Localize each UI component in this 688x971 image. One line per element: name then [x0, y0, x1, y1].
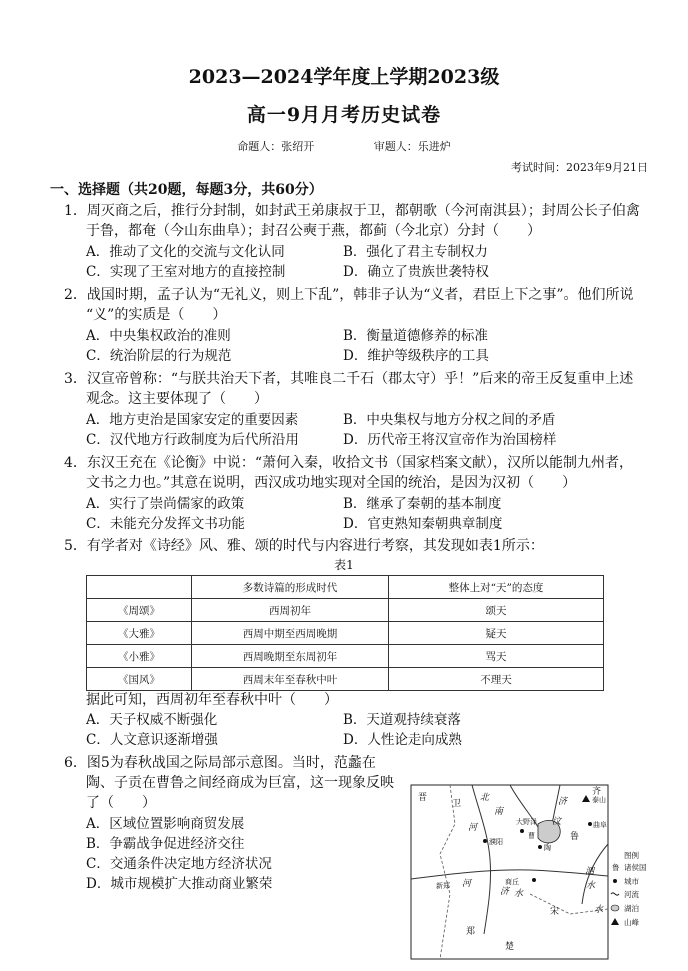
map-frame	[411, 785, 608, 959]
q5-stem-line2: 据此可知，西周初年至春秋中叶（ ）	[86, 692, 338, 708]
q4-option-d[interactable]: D．官吏熟知秦朝典章制度	[343, 516, 503, 532]
q5-option-d[interactable]: D．人性论走向成熟	[343, 732, 462, 748]
table-cell: 骂天	[389, 645, 604, 668]
city-dot	[588, 822, 592, 826]
table-cell: 《国风》	[87, 668, 192, 691]
q1-option-b[interactable]: B．强化了君主专制权力	[343, 244, 488, 260]
poetry-table	[86, 575, 604, 691]
q6-option-b[interactable]: B．争霸战争促进经济交往	[86, 836, 245, 852]
q3-option-c[interactable]: C．汉代地方行政制度为后代所沿用	[86, 432, 299, 448]
table-header-cell	[87, 576, 192, 599]
legend-mountain-icon	[611, 918, 619, 925]
table-cell: 不理天	[389, 668, 604, 691]
q5-option-b[interactable]: B．天道观持续衰落	[343, 712, 461, 728]
q2-option-a[interactable]: A．中央集权政治的准则	[86, 328, 231, 344]
map-label-city: 新郑	[436, 882, 450, 890]
table-cell: 西周中期至西周晚期	[192, 622, 389, 645]
reviewer: 审题人：乐进炉	[373, 140, 451, 153]
legend-title: 图例	[624, 851, 639, 860]
q5-option-a[interactable]: A．天子权威不断强化	[86, 712, 218, 728]
map-label-state: 卫	[452, 799, 462, 809]
exam-title-line2: 高一9月月考历史试卷	[246, 104, 442, 126]
legend-river-icon	[611, 893, 619, 895]
map-label-city: 大野泽	[516, 818, 537, 826]
q5-stem-line1: 5．有学者对《诗经》风、雅、颂的时代与内容进行考察，其发现如表1所示：	[64, 538, 544, 554]
q1-option-a[interactable]: A．推动了文化的交流与文化认同	[86, 244, 285, 260]
map-label-river: 济	[558, 797, 568, 807]
map-label-city: 商丘	[505, 878, 519, 886]
map-label-state: 晋	[418, 793, 428, 803]
map-label-city: 泰山	[592, 796, 606, 804]
map-label-river: 河	[468, 823, 478, 833]
legend-swatch: 鲁	[612, 863, 620, 872]
q6-stem-line3: 了（ ）	[86, 795, 156, 811]
q2-option-c[interactable]: C．统治阶层的行为规范	[86, 348, 232, 364]
q6-option-d[interactable]: D．城市规模扩大推动商业繁荣	[86, 876, 273, 892]
table-caption: 表1	[334, 558, 354, 572]
q6-option-c[interactable]: C．交通条件决定地方经济状况	[86, 856, 272, 872]
legend-item: 湖泊	[624, 904, 639, 913]
table-header-row	[87, 576, 604, 599]
section-heading: 一、选择题（共20题，每题3分，共60分）	[50, 182, 323, 198]
table-cell: 颂天	[389, 599, 604, 622]
q4-option-c[interactable]: C．未能充分发挥文书功能	[86, 516, 245, 532]
city-dot	[520, 829, 524, 833]
q6-stem-line1: 6．图5为春秋战国之际局部示意图。当时，范蠡在	[64, 755, 376, 771]
q3-stem-line1: 3．汉宣帝曾称：“与朕共治天下者，其唯良二千石（郡太守）乎！”后来的帝王反复重申上述	[64, 371, 634, 387]
city-dot	[483, 839, 487, 843]
legend-item: 城市	[624, 877, 639, 886]
table-cell: 《大雅》	[87, 622, 192, 645]
city-dot	[538, 845, 542, 849]
table-cell: 西周末年至春秋中叶	[192, 668, 389, 691]
table-cell: 《小雅》	[87, 645, 192, 668]
q3-option-b[interactable]: B．中央集权与地方分权之间的矛盾	[343, 412, 556, 428]
q2-stem-line2: “义”的实质是（ ）	[86, 307, 227, 323]
map-label-river: 水	[514, 889, 524, 899]
q3-option-a[interactable]: A．地方吏治是国家安定的重要因素	[86, 412, 299, 428]
q1-stem-line1: 1．周灭商之后，推行分封制，如封武王弟康叔于卫，都朝歌（今河南淇县）；封周公长子伯禽	[64, 203, 640, 219]
map-label-state: 齐	[592, 787, 602, 797]
map-label-river: 济	[500, 887, 510, 897]
author-line	[0, 138, 688, 154]
map-label-river: 水	[586, 881, 596, 891]
map-label-city: 曹	[528, 832, 535, 840]
legend-item: 诸侯国	[624, 863, 647, 872]
city-dot	[532, 878, 536, 882]
q3-stem-line2: 观念。这主要体现了（ ）	[86, 391, 268, 407]
legend-city-icon	[613, 879, 617, 883]
q4-option-a[interactable]: A．实行了崇尚儒家的政策	[86, 496, 245, 512]
map-label-river: 南	[494, 807, 504, 817]
q2-stem-line1: 2．战国时期，孟子认为“无礼义，则上下乱”，韩非子认为“义者，君臣上下之事”。他们所说	[64, 287, 634, 303]
map-label-river: 河	[462, 879, 472, 889]
q4-stem-line1: 4．东汉王充在《论衡》中说：“萧何入秦，收拾文书（国家档案文献），汉所以能制九州者，	[64, 455, 634, 471]
q1-option-c[interactable]: C．实现了王室对地方的直接控制	[86, 264, 286, 280]
map-label-state: 楚	[505, 942, 515, 952]
table-row	[87, 668, 604, 691]
map-label-city: 濮阳	[489, 838, 503, 846]
table-cell: 疑天	[389, 622, 604, 645]
table-row	[87, 645, 604, 668]
q4-stem-line2: 文书之力也。”其意在说明，西汉成功地实现对全国的统治，是因为汉初（ ）	[86, 475, 577, 491]
setter: 命题人：张绍开	[237, 140, 315, 153]
q1-stem-line2: 于鲁，都奄（今山东曲阜）；封召公奭于燕，都蓟（今北京）分封（ ）	[86, 223, 541, 239]
table-header-cell: 多数诗篇的形成时代	[192, 576, 389, 599]
map-label-river: 水	[594, 905, 604, 915]
legend-lake-icon	[611, 905, 619, 911]
q4-option-b[interactable]: B．继承了秦朝的基本制度	[343, 496, 502, 512]
map-label-city: 陶	[544, 844, 551, 852]
exam-date: 考试时间：2023年9月21日	[511, 161, 648, 174]
table-cell: 西周初年	[192, 599, 389, 622]
map-label-state: 宋	[550, 907, 560, 917]
legend-item: 河流	[624, 890, 639, 899]
q2-option-d[interactable]: D．维护等级秩序的工具	[343, 348, 489, 364]
map-label-river: 北	[480, 793, 490, 803]
q5-option-c[interactable]: C．人文意识逐渐增强	[86, 732, 218, 748]
map-label-river: 泗	[585, 867, 595, 877]
table-cell: 西周晚期至东周初年	[192, 645, 389, 668]
map-label-river: 汶	[552, 817, 562, 827]
q3-option-d[interactable]: D．历代帝王将汉宣帝作为治国榜样	[343, 432, 557, 448]
table-cell: 《周颂》	[87, 599, 192, 622]
table-header-cell: 整体上对“天”的态度	[389, 576, 604, 599]
q2-option-b[interactable]: B．衡量道德修养的标准	[343, 328, 488, 344]
map-label-state: 郑	[466, 927, 476, 937]
warring-states-map	[410, 784, 666, 960]
q6-option-a[interactable]: A．区域位置影响商贸发展	[86, 816, 245, 832]
map-label-city: 曲阜	[593, 821, 607, 829]
table-row	[87, 599, 604, 622]
legend-item: 山峰	[624, 918, 639, 927]
map-label-state: 鲁	[570, 832, 580, 842]
table-row	[87, 622, 604, 645]
exam-title-line1: 2023—2024学年度上学期2023级	[188, 66, 500, 88]
q1-option-d[interactable]: D．确立了贵族世袭特权	[343, 264, 489, 280]
q6-stem-line2: 陶、子贡在曹鲁之间经商成为巨富，这一现象反映	[86, 775, 394, 791]
